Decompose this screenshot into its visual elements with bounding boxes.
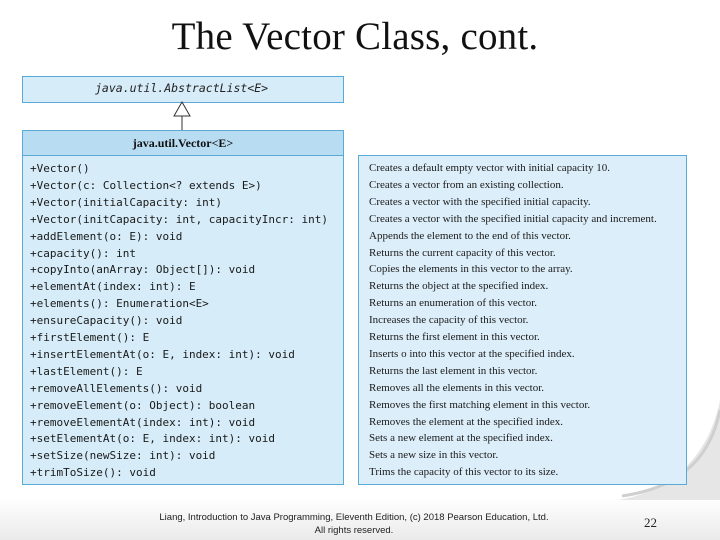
class-name: java.util.Vector<E> xyxy=(132,136,234,150)
methods-compartment xyxy=(22,155,344,485)
method-signature: +elements(): Enumeration<E> xyxy=(30,297,209,311)
method-signature: +setElementAt(o: E, index: int): void xyxy=(30,432,276,446)
method-signature: +removeElementAt(index: int): void xyxy=(30,415,256,429)
method-signature: +copyInto(anArray: Object[]): void xyxy=(30,263,256,277)
method-signature: +addElement(o: E): void xyxy=(30,229,183,243)
descriptions-box xyxy=(358,155,687,485)
method-description: Returns the current capacity of this vector. xyxy=(369,246,556,259)
method-description: Creates a default empty vector with initial capacity 10. xyxy=(369,162,610,174)
method-description: Creates a vector with the specified initial capacity. xyxy=(369,195,591,208)
footer-copyright: Liang, Introduction to Java Programming, Eleventh Edition, (c) 2018 Pearson Education, Ltd. xyxy=(159,512,549,523)
method-description: Returns the last element in this vector. xyxy=(369,364,538,377)
method-description: Returns an enumeration of this vector. xyxy=(369,297,538,310)
method-description: Trims the capacity of this vector to its size. xyxy=(369,466,559,479)
method-description: Creates a vector with the specified initial capacity and increment. xyxy=(369,212,657,225)
method-description: Sets a new element at the specified index. xyxy=(369,432,553,445)
superclass-box xyxy=(22,76,344,103)
method-description: Inserts o into this vector at the specified index. xyxy=(369,347,575,360)
method-signature: +removeElement(o: Object): boolean xyxy=(30,398,256,412)
method-signature: +firstElement(): E xyxy=(30,331,150,344)
method-signature: +setSize(newSize: int): void xyxy=(30,449,216,463)
method-description: Removes all the elements in this vector. xyxy=(369,381,545,394)
method-description: Creates a vector from an existing collection. xyxy=(369,178,564,191)
method-signature: +Vector(initialCapacity: int) xyxy=(30,195,223,209)
footer xyxy=(120,511,588,537)
slide-title: The Vector Class, cont. xyxy=(171,15,539,58)
method-description: Removes the first matching element in this vector. xyxy=(369,398,591,411)
method-signature: +removeAllElements(): void xyxy=(30,381,203,395)
page-number: 22 xyxy=(644,515,657,530)
footer-rights: All rights reserved. xyxy=(314,525,394,536)
method-description: Increases the capacity of this vector. xyxy=(369,314,529,327)
method-signature: +trimToSize(): void xyxy=(30,466,156,480)
method-signature: +ensureCapacity(): void xyxy=(30,314,183,328)
method-description: Copies the elements in this vector to the array. xyxy=(369,263,573,276)
method-signature: +insertElementAt(o: E, index: int): void xyxy=(30,347,295,361)
class-header xyxy=(22,130,344,156)
method-signature: +lastElement(): E xyxy=(30,364,143,378)
method-signature: +Vector(c: Collection<? extends E>) xyxy=(30,178,262,192)
method-signature: +elementAt(index: int): E xyxy=(30,280,196,294)
method-signature: +Vector() xyxy=(30,162,90,175)
superclass-name: java.util.AbstractList<E> xyxy=(95,81,269,95)
method-description: Returns the first element in this vector. xyxy=(369,331,540,343)
method-signature: +capacity(): int xyxy=(30,246,136,260)
method-description: Sets a new size in this vector. xyxy=(369,449,499,462)
method-description: Appends the element to the end of this vector. xyxy=(369,229,571,242)
method-description: Removes the element at the specified index. xyxy=(369,415,563,428)
method-description: Returns the object at the specified index. xyxy=(369,280,549,293)
method-signature: +Vector(initCapacity: int, capacityIncr: int) xyxy=(30,212,329,226)
